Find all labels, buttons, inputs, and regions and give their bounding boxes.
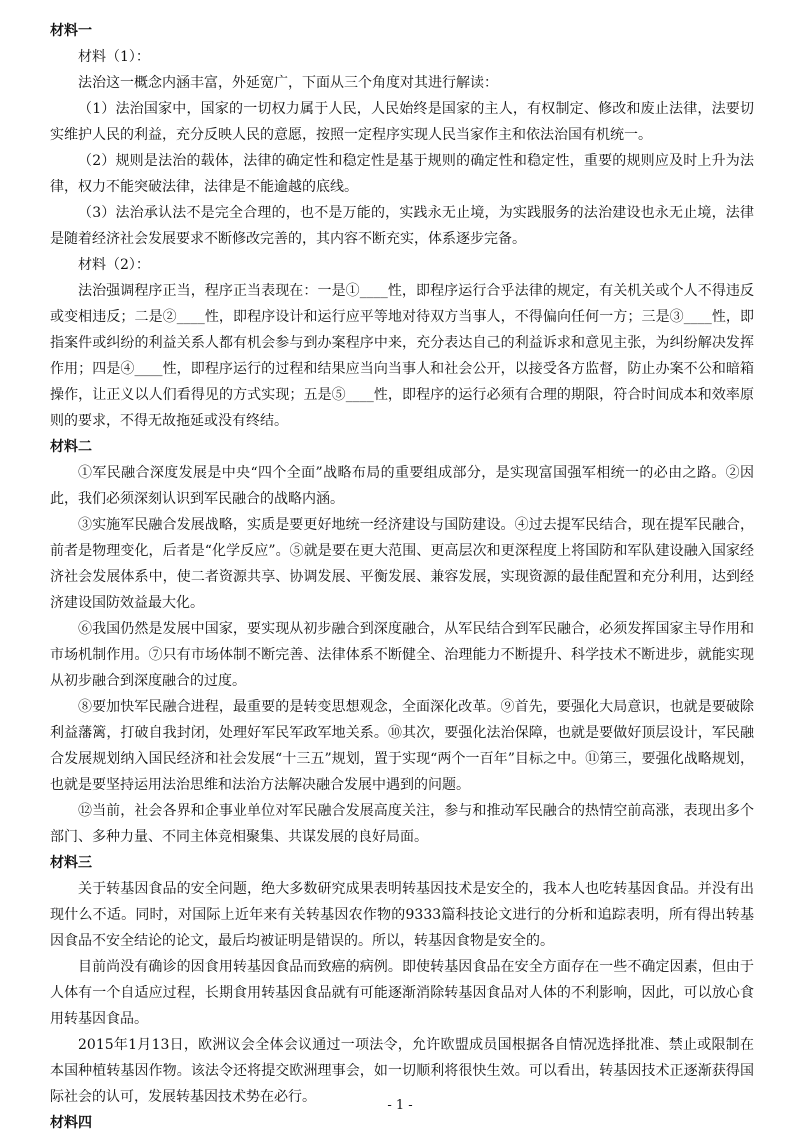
material1-sub1-paragraph: （1）法治国家中，国家的一切权力属于人民，人民始终是国家的主人，有权制定、修改和废止法律，法要切实维护人民的利益，充分反映人民的意愿，按照一定程序实现人民当家作主和依法治国有机统一。 (50, 101, 754, 143)
material1-sub1-paragraph: （2）规则是法治的载体，法律的确定性和稳定性是基于规则的确定性和稳定性，重要的规则应及时上升为法律，权力不能突破法律，法律是不能逾越的底线。 (50, 153, 754, 195)
material2-paragraph: ⑧要加快军民融合进程，最重要的是转变思想观念，全面深化改革。⑨首先，要强化大局意识，也就是要破除利益藩篱，打破自我封闭，处理好军民军政军地关系。⑩其次，要强化法治保障，也就是要做好顶层设计，军民融合发展规划纳入国民经济和社会发展“十三五”规划，置于实现“两个一百年”目标之中。⑪第三，要强化战略规划，也就是要坚持运用法治思维和法治方法解决融合发展中遇到的问题。 (50, 699, 754, 793)
material2-heading: 材料二 (50, 439, 92, 455)
material3-paragraph: 目前尚没有确诊的因食用转基因食品而致癌的病例。即使转基因食品在安全方面存在一些不确定因素，但由于人体有一个自适应过程，长期食用转基因食品就有可能逐渐消除转基因食品对人体的不利影响，因此，可以放心食用转基因食品。 (50, 959, 754, 1027)
material2-paragraph: ⑥我国仍然是发展中国家，要实现从初步融合到深度融合，从军民结合到军民融合，必须发挥国家主导作用和市场机制作用。⑦只有市场体制不断完善、法律体系不断健全、治理能力不断提升、科学技术不断进步，就能实现从初步融合到深度融合的过度。 (50, 621, 754, 689)
material2-paragraph: ③实施军民融合发展战略，实质是要更好地统一经济建设与国防建设。④过去提军民结合，现在提军民融合，前者是物理变化，后者是“化学反应”。⑤就是要在更大范围、更高层次和更深程度上将国防和军队建设融入国家经济社会发展体系中，使二者资源共享、协调发展、平衡发展、兼容发展，实现资源的最佳配置和充分利用，达到经济建设国防效益最大化。 (50, 517, 754, 611)
material1-sub1-paragraph: 法治这一概念内涵丰富，外延宽广，下面从三个角度对其进行解读： (78, 75, 498, 91)
material1-sub1-paragraph: （3）法治承认法不是完全合理的，也不是万能的，实践永无止境，为实践服务的法治建设也永无止境，法律是随着经济社会发展要求不断修改完善的，其内容不断充实，体系逐步完备。 (50, 205, 754, 247)
material3-heading: 材料三 (50, 855, 92, 871)
material1-sub2-label: 材料（2）： (78, 257, 150, 273)
material1-sub1-label: 材料（1）： (78, 49, 150, 65)
material3-paragraph: 关于转基因食品的安全问题，绝大多数研究成果表明转基因技术是安全的，我本人也吃转基因食品。并没有出现什么不适。同时，对国际上近年来有关转基因农作物的9333篇科技论文进行的分析和追踪表明，所有得出转基因食品不安全结论的论文，最后均被证明是错误的。所以，转基因食物是安全的。 (50, 881, 754, 949)
material2-paragraph: ⑫当前，社会各界和企事业单位对军民融合发展高度关注，参与和推动军民融合的热情空前高涨，表现出多个部门、多种力量、不同主体竞相聚集、共谋发展的良好局面。 (50, 803, 754, 845)
material1-sub2-paragraph: 法治强调程序正当，程序正当表现在：一是①____性，即程序运行合乎法律的规定，有关机关或个人不得违反或变相违反；二是②____性，即程序设计和运行应平等地对待双方当事人，不得偏向任何一方；三是③____性，即指案件或纠纷的利益关系人都有机会参与到办案程序中来，充分表达自己的利益诉求和意见主张，为纠纷解决发挥作用；四是④____性，即程序运行的过程和结果应当向当事人和社会公开，以接受各方监督，防止办案不公和暗箱操作，让正义以人们看得见的方式实现；五是⑤____性，即程序的运行必须有合理的期限，符合时间成本和效率原则的要求，不得无故拖延或没有终结。 (50, 283, 754, 429)
material2-paragraph: ①军民融合深度发展是中央“四个全面”战略布局的重要组成部分，是实现富国强军相统一的必由之路。②因此，我们必须深刻认识到军民融合的战略内涵。 (50, 465, 754, 507)
material3-paragraph: 2015年1月13日，欧洲议会全体会议通过一项法令，允许欧盟成员国根据各自情况选择批准、禁止或限制在本国种植转基因作物。该法令还将提交欧洲理事会，如一切顺利将很快生效。可以看出，转基因技术正逐渐获得国际社会的认可，发展转基因技术势在必行。 (50, 1037, 754, 1105)
material4-heading: 材料四 (50, 1115, 92, 1131)
material1-heading: 材料一 (50, 23, 92, 39)
page-number: - 1 - (387, 1098, 413, 1113)
